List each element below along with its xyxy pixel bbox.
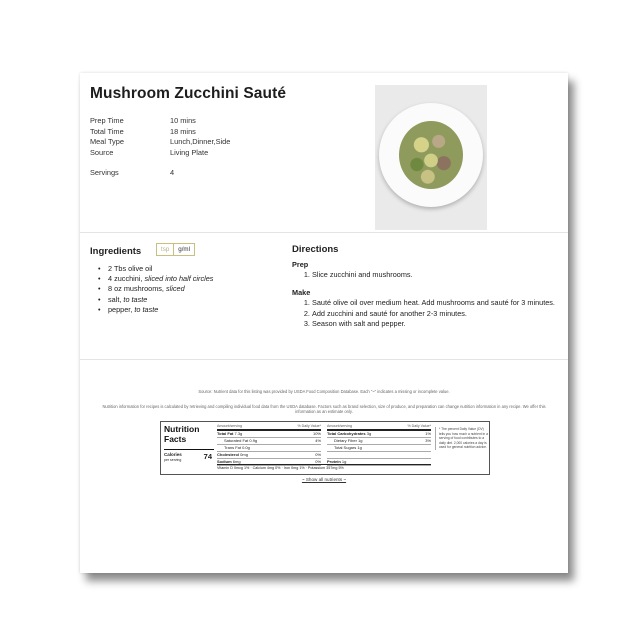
nutrient-row: Total Sugars 1g <box>327 445 431 452</box>
direction-step: 2. Add zucchini and sauté for another 2-3 minutes. <box>312 309 562 320</box>
unit-option-tsp[interactable]: tsp <box>161 246 170 253</box>
ingredient-item: • 8 oz mushrooms, sliced <box>98 284 213 294</box>
nutrient-row: Total Fat 7.3g 10% <box>217 431 321 436</box>
ingredients-heading: Ingredients <box>90 246 142 257</box>
section-heading: Prep <box>292 260 309 269</box>
daily-value-note: * The percent Daily Value (DV) tells you how much a nutrient in a serving of food contributes to a daily diet. 2,000 calories a day is used for general nutrition advice. <box>435 427 489 450</box>
meta-value: 4 <box>170 168 175 177</box>
meta-label: Source <box>90 147 114 157</box>
column-header: Amount/serving % Daily Value* <box>327 423 431 431</box>
nutrient-row: Saturated Fat 0.9g 4% <box>217 438 321 445</box>
direction-step: 1. Slice zucchini and mushrooms. <box>312 270 562 281</box>
ingredient-item: • salt, to taste <box>98 295 213 305</box>
ingredient-item: • 4 zucchini, sliced into half circles <box>98 274 213 284</box>
nutrition-method-note: Nutrition information for recipes is calculated by retrieving and compiling individual food data from the USDA database. Factors such as brand selection, size of produce, and preparation can change nutrition information in any recipe. We offer this information as an estimate only. <box>102 404 546 414</box>
nutrient-row: Protein 1g <box>327 459 431 466</box>
nutrient-row: Trans Fat 0.0g <box>217 445 321 452</box>
ingredient-item: • 2 Tbs olive oil <box>98 264 213 274</box>
nutrient-row: Total Carbohydrates 3g 1% <box>327 431 431 436</box>
meta-label: Servings <box>90 168 119 177</box>
per-serving-label: per serving <box>164 458 182 462</box>
nutrient-row: Dietary Fiber 1g 3% <box>327 438 431 445</box>
recipe-card <box>80 73 568 573</box>
unit-option-gml[interactable]: g/ml <box>173 244 194 255</box>
direction-step: 3. Season with salt and pepper. <box>312 319 562 330</box>
calories-value: 74 <box>203 452 212 461</box>
meta-row-source <box>90 148 230 159</box>
meta-value: 10 mins <box>170 116 196 125</box>
section-heading: Make <box>292 288 311 297</box>
nutrition-column-right <box>327 423 431 466</box>
meta-label: Total Time <box>90 126 124 136</box>
directions-section-prep <box>292 260 562 281</box>
show-all-nutrients-link[interactable]: ~ Show all nutrients ~ <box>301 477 347 482</box>
steps-list <box>292 270 562 281</box>
meta-label: Meal Type <box>90 137 124 146</box>
unit-toggle[interactable] <box>156 243 195 256</box>
calories-label: Calories <box>164 452 182 457</box>
section-divider <box>80 359 568 360</box>
micronutrients-row: Vitamin D 0mcg 1% · Calcium 4mg 0% · Iron 0mg 1% · Potassium 357mg 5% <box>217 464 431 471</box>
recipe-meta <box>90 116 230 179</box>
ingredient-item: • pepper, to taste <box>98 305 213 315</box>
column-header: Amount/serving % Daily Value* <box>217 423 321 431</box>
meta-row-prep-time <box>90 116 230 127</box>
ingredients-list <box>98 264 213 315</box>
directions-section-make <box>292 288 562 330</box>
meta-value: Lunch,Dinner,Side <box>170 137 231 146</box>
meta-row-servings <box>90 168 230 179</box>
meta-row-total-time <box>90 127 230 138</box>
meta-row-meal-type <box>90 137 230 148</box>
nutrition-source-note: Source: Nutrient data for this listing was provided by USDA Food Composition Database. Each "~" indicates a missing or incomplete value. <box>198 389 450 394</box>
meta-label: Prep Time <box>90 116 124 125</box>
direction-step: 1. Sauté olive oil over medium heat. Add mushrooms and sauté for 3 minutes. <box>312 298 562 309</box>
sauteed-vegetables <box>399 121 463 189</box>
nutrition-facts-title: Nutrition Facts <box>164 424 200 444</box>
meta-value: 18 mins <box>170 126 196 136</box>
nutrient-row: Cholesterol 0mg 0% <box>217 452 321 457</box>
steps-list <box>292 298 562 330</box>
directions-heading: Directions <box>292 244 339 255</box>
calories-block <box>164 449 214 462</box>
nutrition-facts-label <box>160 421 490 475</box>
nutrition-column-left <box>217 423 321 466</box>
nutrient-row: Sodium 6mg 0% <box>217 459 321 464</box>
section-divider <box>80 232 568 233</box>
meta-value: Living Plate <box>170 147 209 157</box>
nutrient-row <box>327 452 431 459</box>
recipe-photo <box>375 85 487 230</box>
recipe-title: Mushroom Zucchini Sauté <box>90 85 287 102</box>
